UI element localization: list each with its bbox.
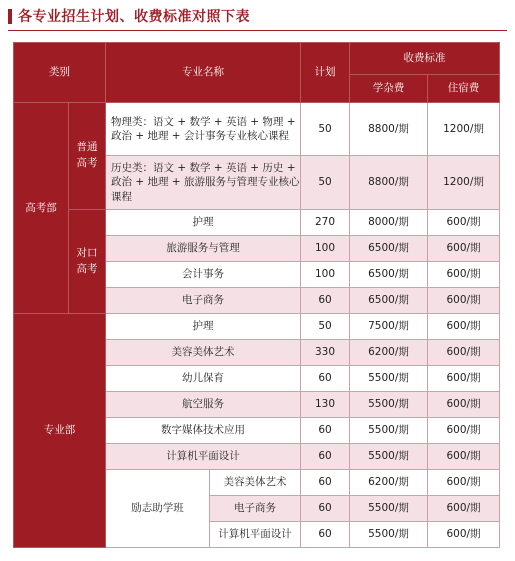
enrollment-fee-table [13,42,500,548]
lodging-cell: 600/期 [428,444,500,470]
major-cell: 计算机平面设计 [106,444,301,470]
lodging-cell: 600/期 [428,314,500,340]
tuition-cell: 6500/期 [350,236,428,262]
tuition-cell: 6200/期 [350,470,428,496]
plan-cell: 100 [301,236,350,262]
plan-cell: 60 [301,444,350,470]
tuition-cell: 5500/期 [350,496,428,522]
group-lizhi: 励志助学班 [106,470,210,548]
plan-cell: 60 [301,522,350,548]
tuition-cell: 5500/期 [350,392,428,418]
lodging-cell: 600/期 [428,288,500,314]
group-duikou [69,210,106,314]
lodging-cell: 600/期 [428,340,500,366]
major-cell: 物理类：语文 + 数学 + 英语 + 物理 + 政治 + 地理 + 会计事务专业核心课程 [106,103,301,156]
tuition-cell: 5500/期 [350,444,428,470]
tuition-cell: 5500/期 [350,418,428,444]
tuition-cell: 5500/期 [350,522,428,548]
table-row [14,103,500,156]
plan-cell: 130 [301,392,350,418]
section-heading [8,6,250,26]
header-row-1 [14,43,500,75]
major-cell: 电子商务 [106,288,301,314]
lodging-cell: 600/期 [428,470,500,496]
plan-cell: 60 [301,288,350,314]
major-cell: 计算机平面设计 [210,522,301,548]
tuition-cell: 6500/期 [350,262,428,288]
major-cell: 美容美体艺术 [210,470,301,496]
heading-marker [8,9,12,24]
group-gaokao: 高考部 [14,103,69,314]
major-cell: 电子商务 [210,496,301,522]
heading-divider [8,30,507,31]
lodging-cell: 600/期 [428,236,500,262]
major-cell: 幼儿保育 [106,366,301,392]
lodging-cell: 600/期 [428,392,500,418]
group-putong-line2: 高考 [76,157,98,169]
plan-cell: 60 [301,470,350,496]
lodging-cell: 600/期 [428,210,500,236]
plan-cell: 60 [301,418,350,444]
header-category: 类别 [14,43,106,103]
plan-cell: 330 [301,340,350,366]
group-putong [69,103,106,210]
plan-cell: 270 [301,210,350,236]
major-cell: 航空服务 [106,392,301,418]
plan-cell: 60 [301,496,350,522]
plan-cell: 60 [301,366,350,392]
major-cell: 护理 [106,210,301,236]
group-putong-line1: 普通 [76,141,98,154]
header-fee-standard: 收费标准 [350,43,500,75]
tuition-cell: 6500/期 [350,288,428,314]
tuition-cell: 8000/期 [350,210,428,236]
major-cell: 旅游服务与管理 [106,236,301,262]
plan-cell: 50 [301,314,350,340]
header-major: 专业名称 [106,43,301,103]
table-row [14,314,500,340]
lodging-cell: 1200/期 [428,156,500,210]
lodging-cell: 600/期 [428,262,500,288]
major-cell: 历史类：语文 + 数学 + 英语 + 历史 + 政治 + 地理 + 旅游服务与管理专业核心课程 [106,156,301,210]
header-tuition: 学杂费 [350,75,428,103]
plan-cell: 50 [301,103,350,156]
tuition-cell: 5500/期 [350,366,428,392]
table-row [14,210,500,236]
tuition-cell: 8800/期 [350,103,428,156]
lodging-cell: 1200/期 [428,103,500,156]
page-title: 各专业招生计划、收费标准对照下表 [18,9,250,25]
header-lodging: 住宿费 [428,75,500,103]
tuition-cell: 8800/期 [350,156,428,210]
major-cell: 护理 [106,314,301,340]
tuition-cell: 7500/期 [350,314,428,340]
tuition-cell: 6200/期 [350,340,428,366]
plan-cell: 50 [301,156,350,210]
major-cell: 会计事务 [106,262,301,288]
header-plan: 计划 [301,43,350,103]
lodging-cell: 600/期 [428,366,500,392]
major-cell: 美容美体艺术 [106,340,301,366]
plan-cell: 100 [301,262,350,288]
lodging-cell: 600/期 [428,496,500,522]
group-zhuanye: 专业部 [14,314,106,548]
lodging-cell: 600/期 [428,522,500,548]
lodging-cell: 600/期 [428,418,500,444]
group-duikou-line1: 对口 [76,246,98,259]
major-cell: 数字媒体技术应用 [106,418,301,444]
group-duikou-line2: 高考 [76,262,98,275]
